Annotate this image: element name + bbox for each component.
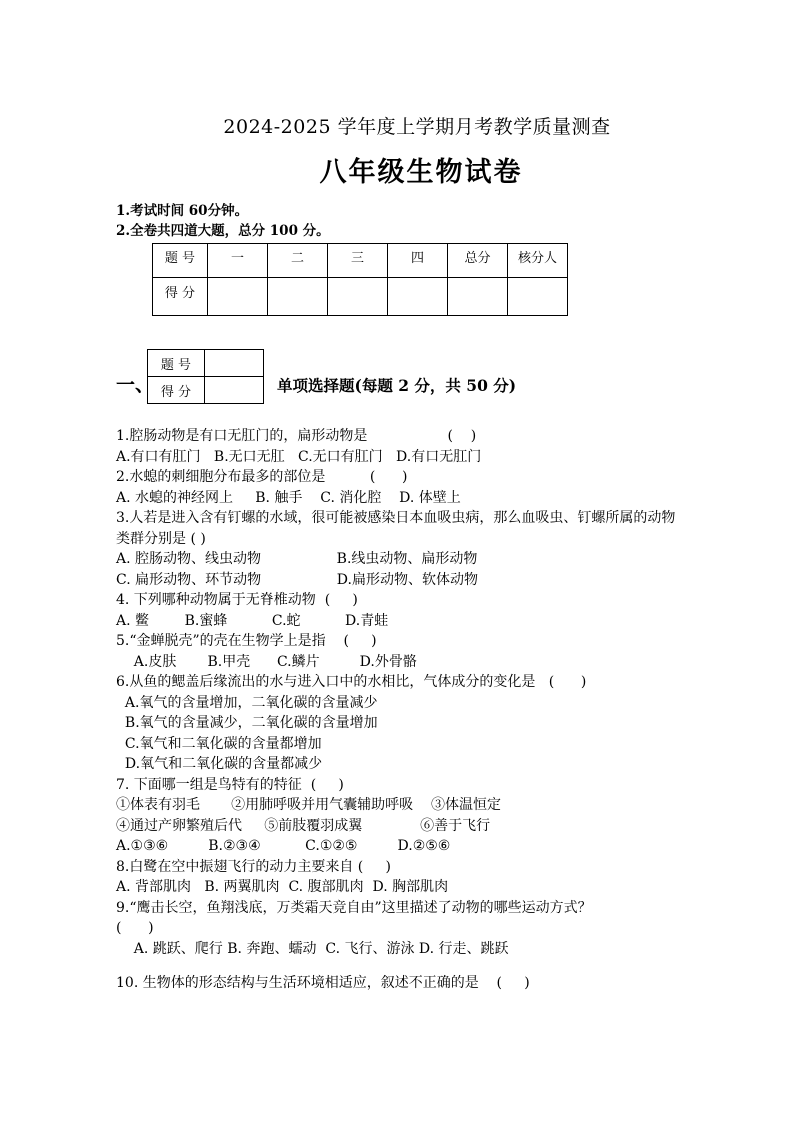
option-line: D.氧气和二氧化碳的含量都减少 xyxy=(116,756,323,772)
question-line: 8.白鹭在空中振翅飞行的动力主要来自 ( ) xyxy=(116,858,391,875)
question-line: 2.水螅的刺细胞分布最多的部位是 ( ) xyxy=(116,469,408,485)
option-line: A. 鳖 B.蜜蜂 C.蛇 D.青蛙 xyxy=(116,612,389,629)
score-cell[interactable] xyxy=(388,278,448,316)
option-line: A.①③⑥ B.②③④ C.①②⑤ D.②⑤⑥ xyxy=(116,838,451,854)
exam-notes xyxy=(116,201,330,241)
score-cell[interactable] xyxy=(328,278,388,316)
feature-line: ①体表有羽毛 ②用肺呼吸并用气囊辅助呼吸 ③体温恒定 xyxy=(116,797,501,813)
score-header-cell: 核分人 xyxy=(508,244,568,278)
option-line: A. 背部肌肉 B. 两翼肌肉 C. 腹部肌肉 D. 胸部肌肉 xyxy=(116,879,449,895)
score-cell[interactable] xyxy=(268,278,328,316)
section-box-label: 得 分 xyxy=(148,377,205,404)
option-line: C. 扁形动物、环节动物 D.扁形动物、软体动物 xyxy=(116,571,478,588)
option-line: B.氧气的含量减少，二氧化碳的含量增加 xyxy=(116,715,378,731)
question-line: 7. 下面哪一组是鸟特有的特征 ( ) xyxy=(116,776,344,793)
option-line: A.皮肤 B.甲壳 C.鳞片 D.外骨骼 xyxy=(116,653,417,670)
feature-line: ④通过产卵繁殖后代 ⑤前肢覆羽成翼 ⑥善于飞行 xyxy=(116,817,491,834)
note-total: 2.全卷共四道大题，总分 100 分。 xyxy=(116,223,330,239)
score-header-cell: 四 xyxy=(388,244,448,278)
score-header-cell: 总分 xyxy=(448,244,508,278)
score-header-cell: 二 xyxy=(268,244,328,278)
question-line: 10. 生物体的形态结构与生活环境相适应，叙述不正确的是 ( ) xyxy=(116,975,530,991)
section-box-cell[interactable] xyxy=(205,377,264,404)
option-line: A.有口有肛门 B.无口无肛 C.无口有肛门 D.有口无肛门 xyxy=(116,448,482,465)
section-score-box xyxy=(147,349,264,404)
exam-main-title: 八年级生物试卷 xyxy=(319,157,523,188)
section-box-label: 题 号 xyxy=(148,350,205,377)
note-time: 1.考试时间 60分钟。 xyxy=(116,203,249,219)
question-list xyxy=(116,426,676,994)
question-line: 3.人若是进入含有钉螺的水域，很可能被感染日本血吸虫病，那么血吸虫、钉螺所属的动物类群分别是 ( ) xyxy=(116,510,676,547)
spacer xyxy=(116,959,676,973)
score-header-cell: 题 号 xyxy=(153,244,208,278)
option-line: C.氧气和二氧化碳的含量都增加 xyxy=(116,735,322,752)
score-cell[interactable] xyxy=(208,278,268,316)
option-line: A. 水螅的神经网上 B. 触手 C. 消化腔 D. 体壁上 xyxy=(116,489,461,506)
section-title: 单项选择题(每题 2 分，共 50 分) xyxy=(277,376,517,395)
section-box-cell[interactable] xyxy=(205,350,264,377)
option-line: A.氧气的含量增加，二氧化碳的含量减少 xyxy=(116,694,378,711)
option-line: A. 跳跃、爬行 B. 奔跑、蠕动 C. 飞行、游泳 D. 行走、跳跃 xyxy=(116,940,509,957)
option-line: A. 腔肠动物、线虫动物 B.线虫动物、扁形动物 xyxy=(116,551,478,567)
exam-term-title: 2024-2025 学年度上学期月考教学质量测查 xyxy=(223,116,611,138)
section-number: 一、 xyxy=(116,374,155,396)
score-cell[interactable] xyxy=(448,278,508,316)
score-table xyxy=(152,243,568,316)
answer-bracket: ( ) xyxy=(116,920,154,936)
score-header-cell: 三 xyxy=(328,244,388,278)
question-line: 6.从鱼的鳃盖后缘流出的水与进入口中的水相比，气体成分的变化是 ( ) xyxy=(116,674,587,690)
question-line: 5.“金蝉脱壳”的壳在生物学上是指 ( ) xyxy=(116,633,377,649)
score-row-label: 得 分 xyxy=(153,278,208,316)
question-line: 9.“鹰击长空，鱼翔浅底，万类霜天竞自由”这里描述了动物的哪些运动方式？ xyxy=(116,899,592,916)
question-line: 1.腔肠动物是有口无肛门的，扁形动物是 ( ) xyxy=(116,428,477,444)
score-cell[interactable] xyxy=(508,278,568,316)
question-line: 4. 下列哪种动物属于无脊椎动物 ( ) xyxy=(116,592,358,608)
score-header-cell: 一 xyxy=(208,244,268,278)
